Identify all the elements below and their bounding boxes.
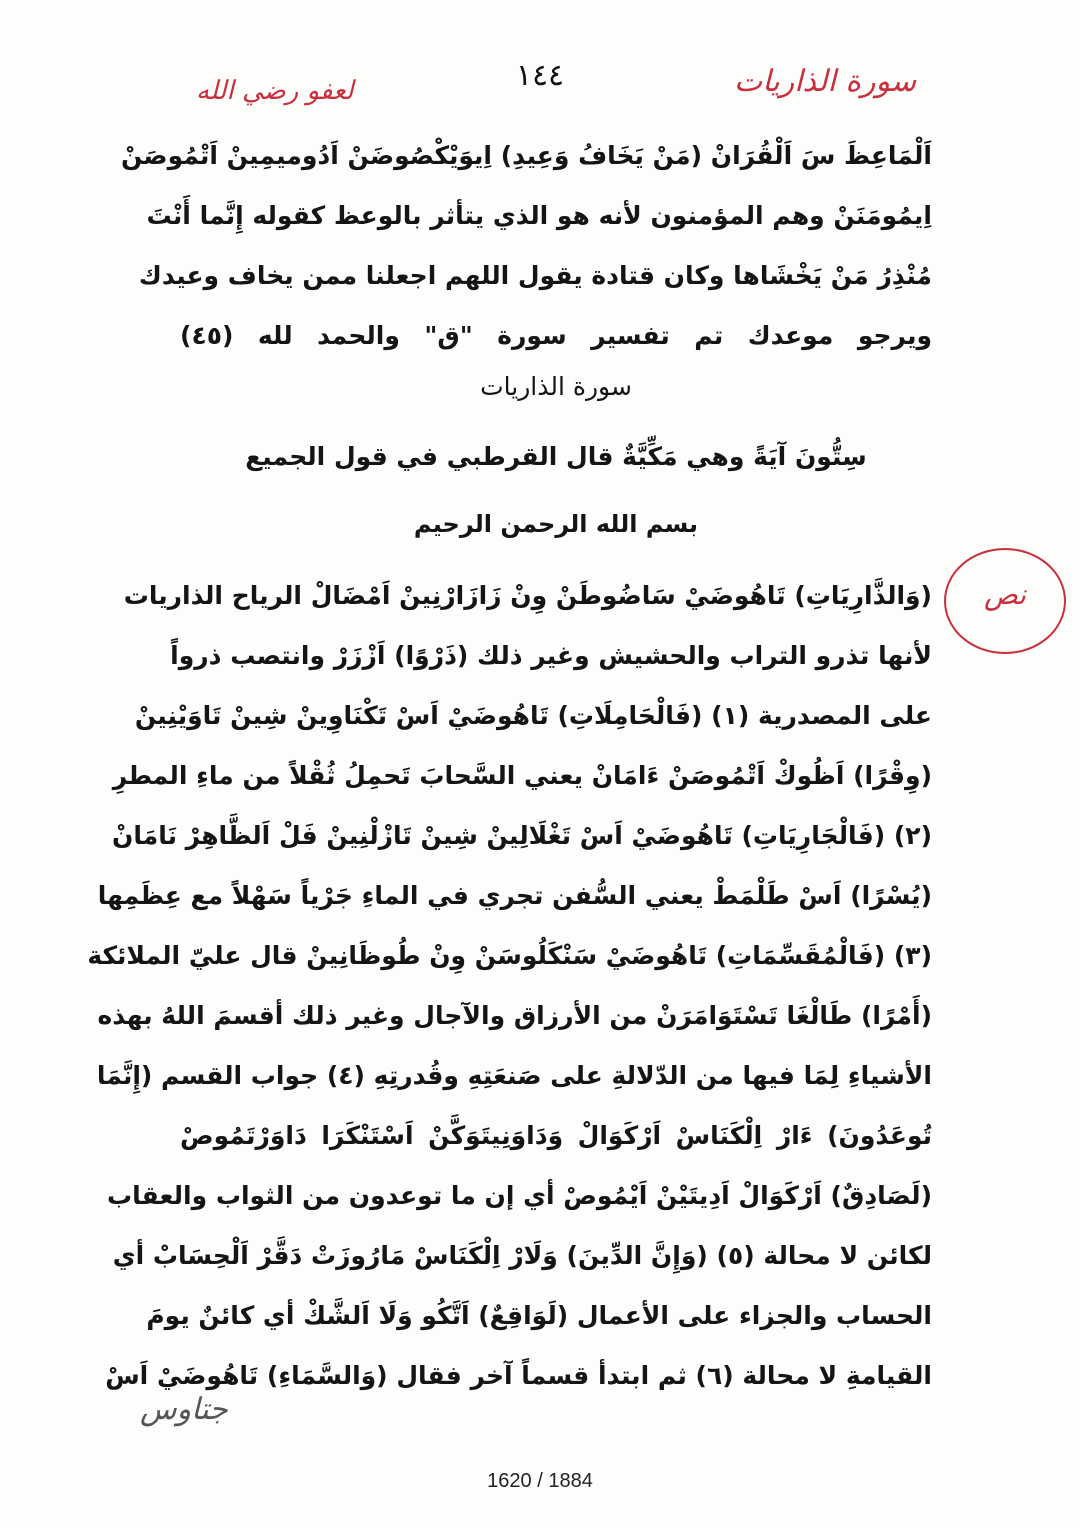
text-line: مُنْذِرُ مَنْ يَخْشَاها وكان قتادة يقول اللهم اجعلنا ممن يخاف وعيدك (138, 261, 932, 290)
text-line: الحساب والجزاء على الأعمال (لَوَاقِعٌ) اَتَّكُو وَلَا اَلشَّكْ أي كائنٌ يومَ (146, 1301, 932, 1330)
handwritten-surah-note: سورة الذاريات (734, 64, 917, 99)
text-line: اِيمُومَنَنْ وهم المؤمنون لأنه هو الذي يتأثر بالوعظ كقوله إِنَّما أَنْتَ (146, 201, 932, 230)
basmala: بسم الله الرحمن الرحيم (413, 510, 699, 538)
handwritten-left-note: لعفو رضي الله (196, 76, 354, 106)
intro-paragraph (120, 126, 932, 366)
text-line: تُوعَدُونَ) ءَارْ اِلْكَنَاسْ اَرْكَوَالْ وَدَاوَنِيتَوَكَّنْ اَسْتَنْكَرَا دَاوَرْتَمُوصْ (180, 1121, 932, 1150)
text-line: القيامةِ لا محالة (٦) ثم ابتدأ قسماً آخر فقال (وَالسَّمَاءِ) تَاهُوضَيْ اَسْ (105, 1361, 932, 1390)
handwritten-catchword: جتاوس (140, 1392, 228, 1427)
page-number: ١٤٤ (515, 58, 565, 93)
text-line: الأشياءِ لِمَا فيها من الدّلالةِ على صَنعَتِهِ وقُدرتِهِ (٤) جواب القسم (إِنَّمَا (96, 1061, 932, 1090)
text-line: (يُسْرًا) اَسْ طَلْمَطْ يعني السُّفن تجري في الماءِ جَرْياً سَهْلاً مع عِظَمِها (97, 881, 932, 910)
text-line: (٢) (فَالْجَارِيَاتِ) تَاهُوضَيْ اَسْ تَغْلَالِينْ شِينْ تَازْلْنِينْ فَلْ اَلظَّاهِرْ نَامَانْ (111, 821, 932, 850)
text-line: (لَصَادِقٌ) اَرْكَوَالْ اَدِيتَيْنْ اَيْمُوصْ أي إن ما توعدون من الثواب والعقاب (107, 1181, 932, 1210)
text-line: اَلْمَاعِظَ سَ اَلْقُرَانْ (مَنْ يَخَافُ وَعِيدِ) اِيوَيْكْصُوضَنْ اَدُوميمِينْ اَتْمُوصَنْ (120, 141, 932, 170)
surah-info: سِتُّونَ آيَةً وهي مَكِّيَّةٌ قال القرطبي في قول الجميع (245, 442, 867, 471)
margin-annotation-text: نص (983, 578, 1027, 611)
page-counter: 1620 / 1884 (487, 1470, 593, 1492)
surah-title: سورة الذاريات (480, 372, 632, 401)
margin-annotation-circle (944, 548, 1066, 654)
text-line: (وِقْرًا) اَظُوكْ اَتْمُوصَنْ ءَامَانْ يعني السَّحابَ تَحمِلُ ثُقْلاً من ماءِ المطرِ (112, 761, 932, 790)
text-line: ويرجو موعدك تم تفسير سورة "ق" والحمد لله (٤٥) (180, 321, 932, 350)
text-line: (٣) (فَالْمُقَسِّمَاتِ) تَاهُوضَيْ سَنْكَلُوسَنْ وِنْ طُوظَانِينْ قال عليّ الملائكة (87, 941, 932, 970)
tafsir-body (87, 566, 932, 1406)
text-line: على المصدرية (١) (فَالْحَامِلَاتِ) تَاهُوضَيْ اَسْ تَكْنَاوِينْ شِينْ تَاوَيْنِينْ (134, 701, 932, 730)
text-line: لكائن لا محالة (٥) (وَإِنَّ الدِّينَ) وَلَارْ اِلْكَنَاسْ مَارُوزَتْ دَقَّرْ اَلْحِسَابْ أي (112, 1241, 932, 1270)
text-line: (أَمْرًا) طَالْغَا تَسْتَوَامَرَنْ من الأرزاق والآجال وغير ذلك أقسمَ اللهُ بهذه (97, 1001, 932, 1030)
text-line: لأنها تذرو التراب والحشيش وغير ذلك (ذَرْوًا) اَزْزَرْ وانتصب ذرواً (170, 641, 932, 670)
text-line: (وَالذَّارِيَاتِ) تَاهُوضَيْ سَاضُوطَنْ وِنْ زَازَارْنِينْ اَمْضَالْ الرياح الذاريات (123, 581, 932, 610)
